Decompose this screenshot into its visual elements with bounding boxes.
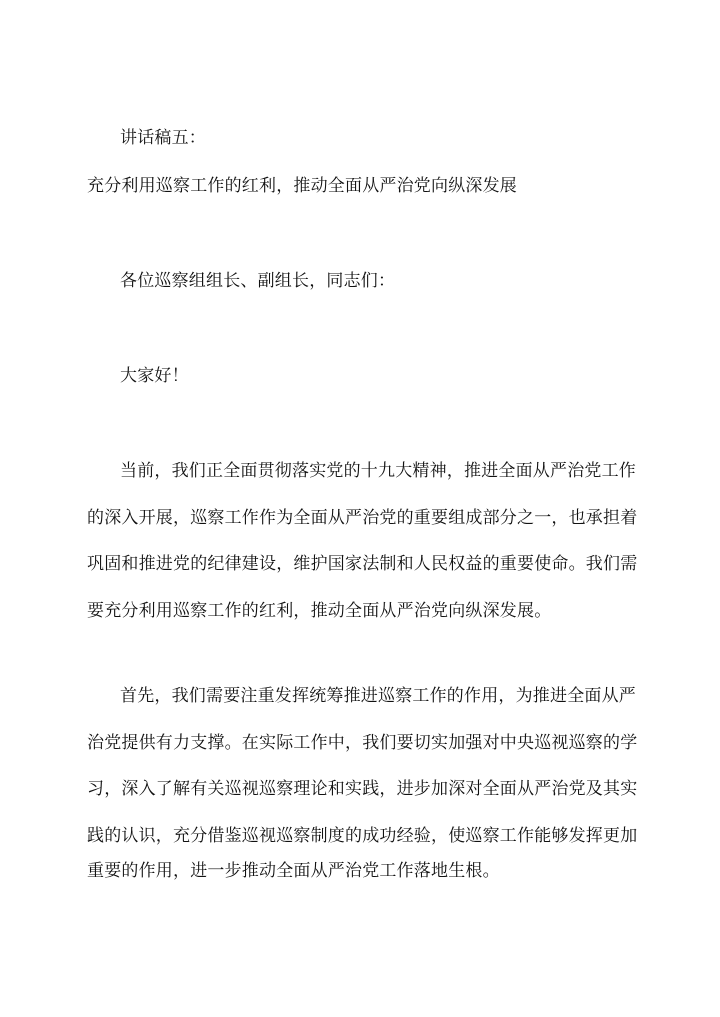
paragraph-2-line-5: 重要的作用，进一步推动全面从严治党工作落地生根。 bbox=[87, 861, 500, 881]
paragraph-1-line-4: 要充分利用巡察工作的红利，推动全面从严治党向纵深发展。 bbox=[87, 601, 552, 621]
paragraph-2-line-4: 践的认识，充分借鉴巡视巡察制度的成功经验，使巡察工作能够发挥更加 bbox=[87, 826, 638, 846]
paragraph-2-line-1: 首先，我们需要注重发挥统筹推进巡察工作的作用，为推进全面从严 bbox=[120, 686, 636, 706]
paragraph-2-line-2: 治党提供有力支撑。在实际工作中，我们要切实加强对中央巡视巡察的学 bbox=[87, 733, 638, 753]
speech-label: 讲话稿五： bbox=[120, 128, 206, 148]
paragraph-1-line-3: 巩固和推进党的纪律建设，维护国家法制和人民权益的重要使命。我们需 bbox=[87, 554, 638, 574]
paragraph-2-line-3: 习，深入了解有关巡视巡察理论和实践，进步加深对全面从严治党及其实 bbox=[87, 779, 638, 799]
speech-title: 充分利用巡察工作的红利，推动全面从严治党向纵深发展 bbox=[87, 176, 517, 196]
salutation: 各位巡察组组长、副组长，同志们： bbox=[120, 271, 396, 291]
paragraph-1-line-1: 当前，我们正全面贯彻落实党的十九大精神，推进全面从严治党工作 bbox=[120, 461, 636, 481]
greeting: 大家好！ bbox=[120, 366, 189, 386]
paragraph-1-line-2: 的深入开展，巡察工作作为全面从严治党的重要组成部分之一，也承担着 bbox=[87, 508, 638, 528]
